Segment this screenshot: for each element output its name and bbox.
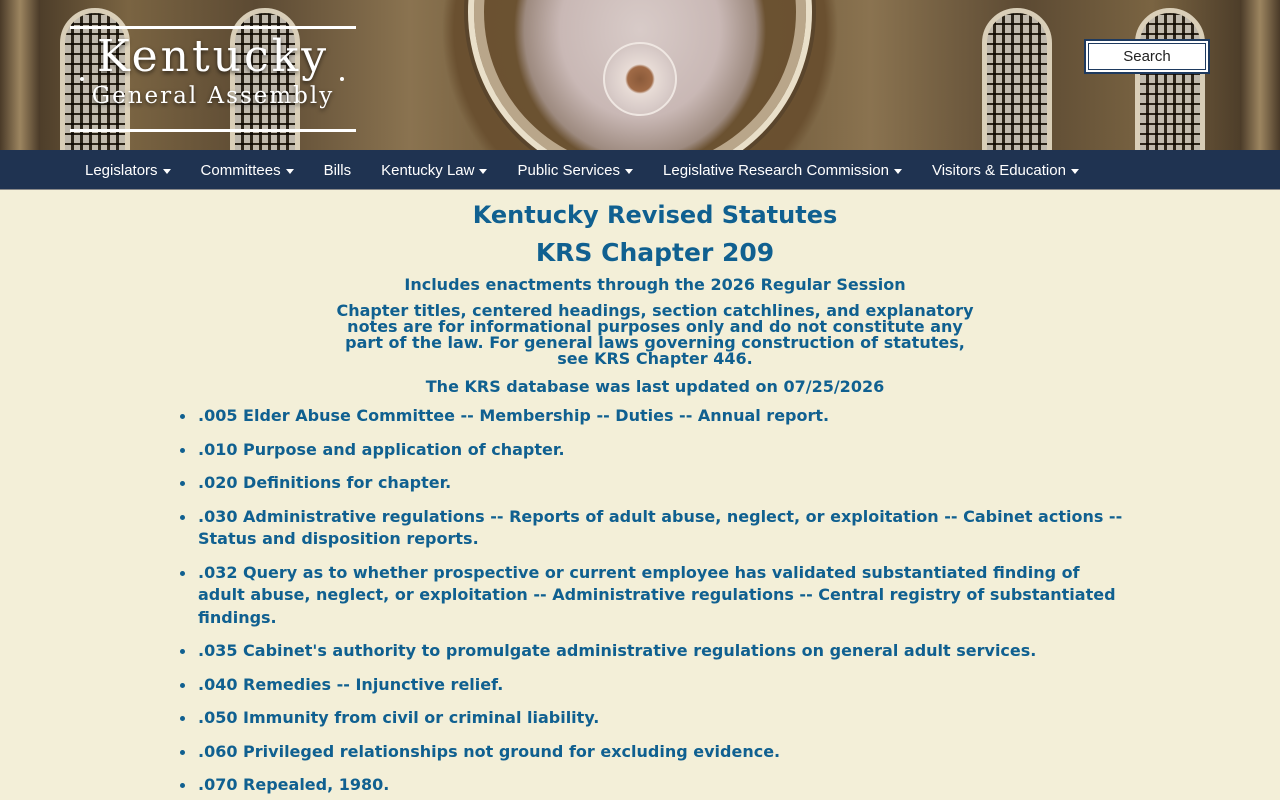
disclaimer-note: Chapter titles, centered headings, section catchlines, and explanatory notes are for informational purposes only and do not constitute any part of the law. For general laws governing construction of statutes, see KRS Chapter 446. xyxy=(336,301,974,368)
caret-down-icon xyxy=(163,169,171,174)
nav-item-lrc[interactable] xyxy=(648,150,917,190)
list-item xyxy=(178,774,1123,797)
banner-window xyxy=(1135,8,1205,150)
bullet-icon xyxy=(180,716,185,721)
section-link[interactable]: .032 Query as to whether prospective or current employee has validated substantiated finding of adult abuse, neglect, or exploitation -- Administrative regulations -- Central registry of substantiated findings. xyxy=(198,562,1116,627)
bullet-icon xyxy=(180,683,185,688)
bullet-icon xyxy=(180,750,185,755)
banner-pillar xyxy=(1240,0,1280,150)
caret-down-icon xyxy=(625,169,633,174)
caret-down-icon xyxy=(894,169,902,174)
list-item xyxy=(178,506,1123,551)
nav-item-visitors-education[interactable] xyxy=(917,150,1094,190)
section-link[interactable]: .040 Remedies -- Injunctive relief. xyxy=(198,674,504,694)
nav-item-label: Legislators xyxy=(85,161,158,179)
section-link[interactable]: .070 Repealed, 1980. xyxy=(198,775,390,794)
section-link[interactable]: .020 Definitions for chapter. xyxy=(198,473,452,492)
bullet-icon xyxy=(180,515,185,520)
section-link[interactable]: .005 Elder Abuse Committee -- Membership -- Duties -- Annual report. xyxy=(198,406,830,425)
caret-down-icon xyxy=(1071,169,1079,174)
logo-title: Kentucky xyxy=(96,31,330,82)
bullet-icon xyxy=(180,783,185,788)
banner-pillar xyxy=(0,0,40,150)
last-updated: The KRS database was last updated on 07/25/2026 xyxy=(425,377,885,396)
bullet-icon xyxy=(180,414,185,419)
section-link[interactable]: .030 Administrative regulations -- Reports of adult abuse, neglect, or exploitation -- Cabinet actions -- Status and disposition reports. xyxy=(198,506,1123,548)
list-item xyxy=(178,405,1123,428)
nav-item-label: Kentucky Law xyxy=(381,161,475,179)
list-item xyxy=(178,472,1123,495)
list-item xyxy=(178,674,1123,697)
bullet-icon xyxy=(180,649,185,654)
logo-subtitle: General Assembly xyxy=(91,83,335,109)
nav-item-kentucky-law[interactable] xyxy=(366,150,502,190)
site-logo[interactable] xyxy=(70,26,356,132)
section-list xyxy=(178,405,1123,800)
nav-item-label: Public Services xyxy=(517,161,621,179)
caret-down-icon xyxy=(479,169,487,174)
list-item xyxy=(178,741,1123,764)
nav-item-label: Committees xyxy=(200,161,281,179)
dome-rosette xyxy=(603,42,677,116)
section-link[interactable]: .050 Immunity from civil or criminal liability. xyxy=(198,708,600,727)
nav-item-public-services[interactable] xyxy=(502,150,648,190)
list-item xyxy=(178,439,1123,462)
list-item xyxy=(178,707,1123,730)
caret-down-icon xyxy=(286,169,294,174)
bullet-icon xyxy=(180,481,185,486)
header-banner xyxy=(0,0,1280,150)
page-title: Kentucky Revised Statutes xyxy=(472,201,838,229)
nav-item-bills[interactable] xyxy=(309,150,367,190)
banner-window xyxy=(982,8,1052,150)
main-nav xyxy=(0,150,1280,190)
list-item xyxy=(178,562,1123,630)
nav-item-legislators[interactable] xyxy=(70,150,186,190)
nav-item-label: Visitors & Education xyxy=(931,161,1066,179)
section-link[interactable]: .060 Privileged relationships not ground for excluding evidence. xyxy=(198,741,781,761)
nav-item-label: Bills xyxy=(323,161,352,179)
list-item xyxy=(178,640,1123,663)
section-link[interactable]: .010 Purpose and application of chapter. xyxy=(198,439,565,459)
enactments-note: Includes enactments through the 2026 Regular Session xyxy=(404,275,906,294)
nav-item-label: Legislative Research Commission xyxy=(663,161,889,179)
bullet-icon xyxy=(180,571,185,576)
search-button[interactable]: Search xyxy=(1084,39,1210,74)
nav-item-committees[interactable] xyxy=(186,150,309,190)
nav-items xyxy=(70,150,1094,190)
section-link[interactable]: .035 Cabinet's authority to promulgate administrative regulations on general adult services. xyxy=(198,641,1037,660)
chapter-title: KRS Chapter 209 xyxy=(535,238,775,267)
bullet-icon xyxy=(180,448,185,453)
